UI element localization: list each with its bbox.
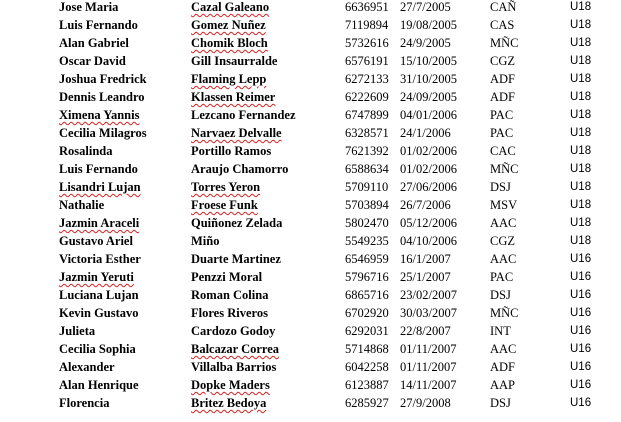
category-cell: U18 (570, 109, 592, 121)
club-cell: DSJ (490, 288, 511, 302)
table-row (0, 126, 621, 144)
club-cell: AAC (490, 252, 517, 266)
id-number-cell: 5802470 (345, 216, 389, 230)
id-number-cell: 6042258 (345, 360, 389, 374)
birth-date-cell: 31/10/2005 (400, 72, 457, 86)
birth-date-cell: 27/06/2006 (400, 180, 457, 194)
birth-date-cell: 01/11/2007 (400, 342, 457, 356)
birth-date-cell: 25/1/2007 (400, 270, 451, 284)
first-name-cell: Ximena Yannis (59, 108, 140, 122)
category-cell: U18 (570, 19, 592, 31)
club-cell: DSJ (490, 396, 511, 410)
table-row (0, 18, 621, 36)
table-row (0, 108, 621, 126)
first-name-cell: Luciana Lujan (59, 288, 139, 302)
last-name-cell: Froese Funk (191, 198, 258, 212)
category-cell: U18 (570, 127, 592, 139)
club-cell: MÑC (490, 36, 519, 50)
birth-date-cell: 01/02/2006 (400, 162, 457, 176)
table-row (0, 360, 621, 378)
category-cell: U18 (570, 235, 592, 247)
club-cell: ADF (490, 72, 516, 86)
table-row (0, 252, 621, 270)
category-cell: U18 (570, 73, 592, 85)
birth-date-cell: 24/1/2006 (400, 126, 451, 140)
category-cell: U16 (570, 253, 592, 265)
table-row (0, 234, 621, 252)
category-cell: U18 (570, 163, 592, 175)
category-cell: U16 (570, 307, 592, 319)
club-cell: MSV (490, 198, 518, 212)
last-name-cell: Penzzi Moral (191, 270, 263, 284)
club-cell: INT (490, 324, 511, 338)
category-cell: U18 (570, 1, 592, 13)
last-name-cell: Dopke Maders (191, 378, 270, 392)
category-cell: U18 (570, 199, 592, 211)
id-number-cell: 6702920 (345, 306, 389, 320)
last-name-cell: Miño (191, 234, 220, 248)
table-row (0, 396, 621, 414)
table-row (0, 270, 621, 288)
last-name-cell: Flaming Lepp (191, 72, 267, 86)
first-name-cell: Jazmin Yeruti (59, 270, 134, 284)
id-number-cell: 5732616 (345, 36, 389, 50)
first-name-cell: Lisandri Lujan (59, 180, 141, 194)
category-cell: U18 (570, 217, 592, 229)
birth-date-cell: 04/10/2006 (400, 234, 457, 248)
table-row (0, 54, 621, 72)
first-name-cell: Jose Maria (59, 0, 119, 14)
first-name-cell: Luis Fernando (59, 162, 138, 176)
id-number-cell: 6222609 (345, 90, 389, 104)
last-name-cell: Flores Riveros (191, 306, 268, 320)
table-row (0, 144, 621, 162)
birth-date-cell: 15/10/2005 (400, 54, 457, 68)
category-cell: U16 (570, 379, 592, 391)
category-cell: U18 (570, 55, 592, 67)
birth-date-cell: 05/12/2006 (400, 216, 457, 230)
category-cell: U16 (570, 397, 592, 409)
last-name-cell: Cazal Galeano (191, 0, 270, 14)
last-name-cell: Villalba Barrios (191, 360, 277, 374)
id-number-cell: 5549235 (345, 234, 389, 248)
birth-date-cell: 24/09/2005 (400, 90, 457, 104)
id-number-cell: 5714868 (345, 342, 389, 356)
club-cell: ADF (490, 90, 516, 104)
id-number-cell: 6546959 (345, 252, 389, 266)
category-cell: U18 (570, 145, 592, 157)
id-number-cell: 7621392 (345, 144, 389, 158)
id-number-cell: 6636951 (345, 0, 389, 14)
birth-date-cell: 01/02/2006 (400, 144, 457, 158)
last-name-cell: Lezcano Fernandez (191, 108, 296, 122)
club-cell: DSJ (490, 180, 511, 194)
id-number-cell: 6747899 (345, 108, 389, 122)
id-number-cell: 5796716 (345, 270, 389, 284)
table-row (0, 90, 621, 108)
first-name-cell: Rosalinda (59, 144, 113, 158)
club-cell: CAÑ (490, 0, 517, 14)
birth-date-cell: 22/8/2007 (400, 324, 451, 338)
first-name-cell: Alan Gabriel (59, 36, 129, 50)
id-number-cell: 6285927 (345, 396, 389, 410)
birth-date-cell: 27/9/2008 (400, 396, 451, 410)
table-row (0, 180, 621, 198)
birth-date-cell: 19/08/2005 (400, 18, 457, 32)
id-number-cell: 5703894 (345, 198, 389, 212)
last-name-cell: Gomez Nuñez (191, 18, 266, 32)
id-number-cell: 7119894 (345, 18, 389, 32)
birth-date-cell: 26/7/2006 (400, 198, 451, 212)
table-row (0, 324, 621, 342)
club-cell: AAC (490, 216, 517, 230)
first-name-cell: Cecilia Sophia (59, 342, 136, 356)
club-cell: CGZ (490, 234, 515, 248)
category-cell: U16 (570, 343, 592, 355)
birth-date-cell: 14/11/2007 (400, 378, 457, 392)
birth-date-cell: 04/01/2006 (400, 108, 457, 122)
first-name-cell: Victoria Esther (59, 252, 141, 266)
id-number-cell: 6865716 (345, 288, 389, 302)
table-row (0, 216, 621, 234)
table-row (0, 306, 621, 324)
first-name-cell: Nathalie (59, 198, 105, 212)
club-cell: CAC (490, 144, 516, 158)
birth-date-cell: 30/03/2007 (400, 306, 457, 320)
first-name-cell: Oscar David (59, 54, 126, 68)
table-row (0, 342, 621, 360)
last-name-cell: Britez Bedoya (191, 396, 267, 410)
table-row (0, 162, 621, 180)
id-number-cell: 6272133 (345, 72, 389, 86)
table-row (0, 0, 621, 18)
category-cell: U18 (570, 91, 592, 103)
club-cell: CAS (490, 18, 515, 32)
birth-date-cell: 24/9/2005 (400, 36, 451, 50)
last-name-cell: Chomik Bloch (191, 36, 268, 50)
club-cell: MÑC (490, 306, 519, 320)
table-row (0, 36, 621, 54)
first-name-cell: Dennis Leandro (59, 90, 145, 104)
last-name-cell: Quiñonez Zelada (191, 216, 283, 230)
table-row (0, 198, 621, 216)
last-name-cell: Gill Insaurralde (191, 54, 278, 68)
first-name-cell: Kevin Gustavo (59, 306, 139, 320)
club-cell: MÑC (490, 162, 519, 176)
club-cell: CGZ (490, 54, 515, 68)
birth-date-cell: 27/7/2005 (400, 0, 451, 14)
club-cell: AAP (490, 378, 516, 392)
club-cell: PAC (490, 126, 514, 140)
table-row (0, 72, 621, 90)
category-cell: U16 (570, 271, 592, 283)
club-cell: ADF (490, 360, 516, 374)
birth-date-cell: 23/02/2007 (400, 288, 457, 302)
birth-date-cell: 01/11/2007 (400, 360, 457, 374)
id-number-cell: 6292031 (345, 324, 389, 338)
id-number-cell: 5709110 (345, 180, 389, 194)
first-name-cell: Luis Fernando (59, 18, 138, 32)
last-name-cell: Torres Yeron (191, 180, 261, 194)
last-name-cell: Duarte Martinez (191, 252, 281, 266)
category-cell: U18 (570, 37, 592, 49)
last-name-cell: Cardozo Godoy (191, 324, 276, 338)
first-name-cell: Joshua Fredrick (59, 72, 147, 86)
first-name-cell: Florencia (59, 396, 110, 410)
id-number-cell: 6576191 (345, 54, 389, 68)
category-cell: U16 (570, 289, 592, 301)
table-row (0, 378, 621, 396)
last-name-cell: Klassen Reimer (191, 90, 276, 104)
id-number-cell: 6588634 (345, 162, 389, 176)
first-name-cell: Julieta (59, 324, 96, 338)
first-name-cell: Alexander (59, 360, 115, 374)
club-cell: PAC (490, 270, 514, 284)
last-name-cell: Araujo Chamorro (191, 162, 289, 176)
last-name-cell: Narvaez Delvalle (191, 126, 282, 140)
birth-date-cell: 16/1/2007 (400, 252, 451, 266)
category-cell: U18 (570, 181, 592, 193)
club-cell: AAC (490, 342, 517, 356)
category-cell: U16 (570, 325, 592, 337)
category-cell: U16 (570, 361, 592, 373)
first-name-cell: Gustavo Ariel (59, 234, 133, 248)
first-name-cell: Jazmin Araceli (59, 216, 140, 230)
first-name-cell: Alan Henrique (59, 378, 139, 392)
first-name-cell: Cecilia Milagros (59, 126, 147, 140)
id-number-cell: 6123887 (345, 378, 389, 392)
table-row (0, 288, 621, 306)
last-name-cell: Balcazar Correa (191, 342, 280, 356)
last-name-cell: Portillo Ramos (191, 144, 272, 158)
id-number-cell: 6328571 (345, 126, 389, 140)
last-name-cell: Roman Colina (191, 288, 269, 302)
club-cell: PAC (490, 108, 514, 122)
